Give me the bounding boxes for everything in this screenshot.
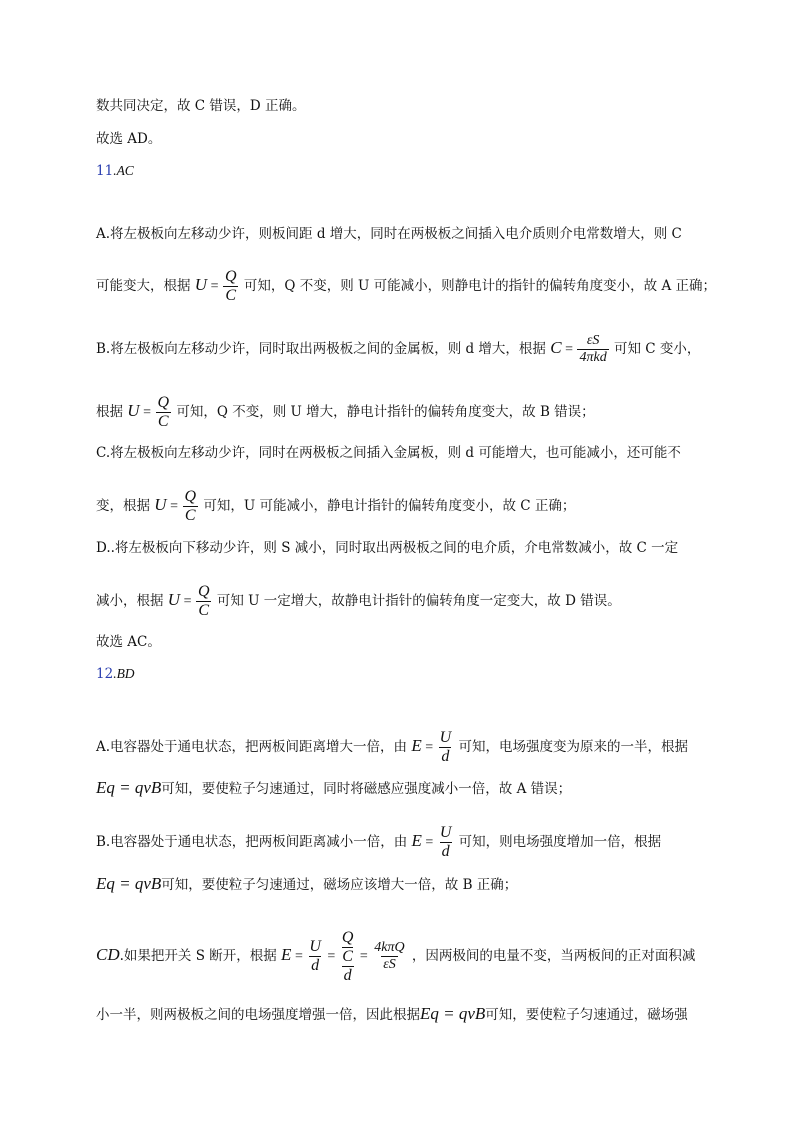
text-segment: 可知，U 可能减小，静电计指针的偏转角度变小，故 C 正确； xyxy=(203,498,576,514)
math-symbol: = xyxy=(180,594,195,609)
fraction-formula xyxy=(307,938,323,975)
fraction-formula xyxy=(372,940,406,973)
answer-text-line: C.将左极板向左移动少许，同时在两极板之间插入金属板，则 d 可能增大，也可能减小，还可能不 xyxy=(96,445,681,461)
text-segment: .如果把开关 S 断开，根据 xyxy=(119,948,277,964)
fraction-numerator: Q xyxy=(224,268,237,285)
text-segment: 可知，电场强度变为原来的一半，根据 xyxy=(458,739,688,755)
text-segment: 可知，要使粒子匀速通过，同时将磁感应强度减小一倍，故 A 错误； xyxy=(161,781,572,797)
math-symbol: U xyxy=(194,275,208,294)
math-formula: Eq = qvB xyxy=(96,874,162,893)
fraction-numerator: U xyxy=(309,938,321,955)
math-formula: Eq = qvB xyxy=(420,1004,486,1023)
math-symbol: E xyxy=(281,945,292,964)
text-segment: 可知，则电场强度增加一倍，根据 xyxy=(458,834,662,850)
math-symbol: = xyxy=(207,279,222,294)
fraction-formula xyxy=(438,729,454,766)
question-number: 12 xyxy=(96,666,114,682)
fraction-numerator: Q xyxy=(157,394,170,411)
math-symbol: = xyxy=(356,949,372,964)
answer-text-line: A.将左极板向左移动少许，则板间距 d 增大，同时在两极板之间插入电介质则介电常数增大，则 C xyxy=(96,226,682,242)
fraction-formula xyxy=(223,268,239,305)
math-symbol: = xyxy=(166,499,182,514)
answer-text-line xyxy=(96,581,621,621)
text-segment: 可知 U 一定增大，故静电计指针的偏转角度一定变大，故 D 错误。 xyxy=(216,593,621,609)
fraction-denominator: 4πkd xyxy=(579,350,607,365)
text-segment: 可知，要使粒子匀速通过，磁场强 xyxy=(485,1007,688,1023)
answer-text-line: D..将左极板向下移动少许，则 S 减小，同时取出两极板之间的电介质，介电常数减小，故 C 一定 xyxy=(96,540,679,556)
fraction-denominator: C xyxy=(198,602,210,619)
text-segment: ，因两极间的电量不变，当两板间的正对面积减 xyxy=(411,948,696,964)
text-segment: 减小，根据 xyxy=(96,593,164,609)
answer-text-line: 故选 AC。 xyxy=(96,634,161,650)
answer-text-line xyxy=(96,779,571,798)
math-symbol: = xyxy=(139,405,155,420)
math-symbol: U xyxy=(127,401,140,420)
inner-denominator: C xyxy=(342,947,353,965)
fraction-denominator: C xyxy=(184,507,196,524)
answer-text-line xyxy=(96,329,700,369)
math-formula: Eq = qvB xyxy=(96,778,162,797)
question-11-heading xyxy=(96,162,134,180)
math-symbol: = xyxy=(421,740,437,755)
text-segment: 可能变大，根据 xyxy=(96,278,191,294)
fraction-denominator: C xyxy=(157,413,169,430)
text-segment: B.电容器处于通电状态，把两板间距离减小一倍，由 xyxy=(96,834,408,850)
text-segment: 小一半，则两极板之间的电场强度增强一倍，因此根据 xyxy=(96,1007,420,1023)
fraction-denominator: d xyxy=(343,966,352,984)
fraction-denominator: d xyxy=(441,843,450,860)
answer-text-line xyxy=(96,392,595,432)
math-symbol: E xyxy=(411,831,422,850)
math-symbol: = xyxy=(421,835,437,850)
text-segment: 根据 xyxy=(96,404,123,420)
text-segment: 可知，Q 不变，则 U 增大，静电计指针的偏转角度变大，故 B 错误； xyxy=(176,404,595,420)
fraction-formula xyxy=(196,583,212,620)
fraction-numerator: Q xyxy=(184,488,197,505)
answer-text-line xyxy=(96,727,688,767)
fraction-numerator: U xyxy=(439,729,452,746)
question-answer: .BD xyxy=(113,666,135,681)
answer-text-line xyxy=(96,875,517,894)
fraction-denominator: d xyxy=(311,957,320,974)
question-12-heading xyxy=(96,665,135,683)
fraction-numerator: U xyxy=(439,824,452,841)
question-answer: .AC xyxy=(113,163,134,178)
compound-fraction-formula xyxy=(340,929,356,985)
math-symbol: C xyxy=(550,338,562,357)
text-segment: 变，根据 xyxy=(96,498,150,514)
text-segment: A.电容器处于通电状态，把两板间距离增大一倍，由 xyxy=(96,739,408,755)
math-symbol: U xyxy=(167,590,181,609)
fraction-denominator: d xyxy=(441,748,450,765)
math-symbol: U xyxy=(154,495,167,514)
fraction-numerator: Q xyxy=(197,583,210,600)
fraction-formula xyxy=(182,488,198,525)
fraction-numerator: 4kπQ xyxy=(374,940,405,955)
fraction-denominator: C xyxy=(225,287,237,304)
inner-numerator: Q xyxy=(341,928,354,946)
text-segment: 可知，Q 不变，则 U 可能减小，则静电计的指针的偏转角度变小，故 A 正确； xyxy=(243,278,716,294)
answer-text-line xyxy=(96,1005,688,1024)
fraction-formula xyxy=(438,824,454,861)
text-segment: B.将左极板向左移动少许，同时取出两极板之间的金属板，则 d 增大，根据 xyxy=(96,341,546,357)
fraction-denominator: εS xyxy=(383,957,396,972)
answer-text-line xyxy=(96,486,575,526)
text-segment: 可知 C 变小， xyxy=(614,341,701,357)
question-number: 11 xyxy=(96,163,114,179)
fraction-numerator xyxy=(340,929,356,966)
answer-text-line: 故选 AD。 xyxy=(96,131,162,147)
text-segment: 可知，要使粒子匀速通过，磁场应该增大一倍，故 B 正确； xyxy=(161,877,518,893)
fraction-formula xyxy=(577,333,608,366)
fraction-numerator: εS xyxy=(586,333,600,348)
math-symbol: = xyxy=(561,342,577,357)
option-label: CD xyxy=(96,945,120,964)
math-symbol: E xyxy=(411,736,422,755)
math-symbol: = xyxy=(323,949,339,964)
answer-text-line xyxy=(96,822,661,862)
fraction-formula xyxy=(155,394,171,431)
answer-text-line: 数共同决定，故 C 错误，D 正确。 xyxy=(96,98,306,114)
answer-text-line xyxy=(96,266,716,306)
answer-text-line xyxy=(96,925,695,987)
math-symbol: = xyxy=(291,949,307,964)
